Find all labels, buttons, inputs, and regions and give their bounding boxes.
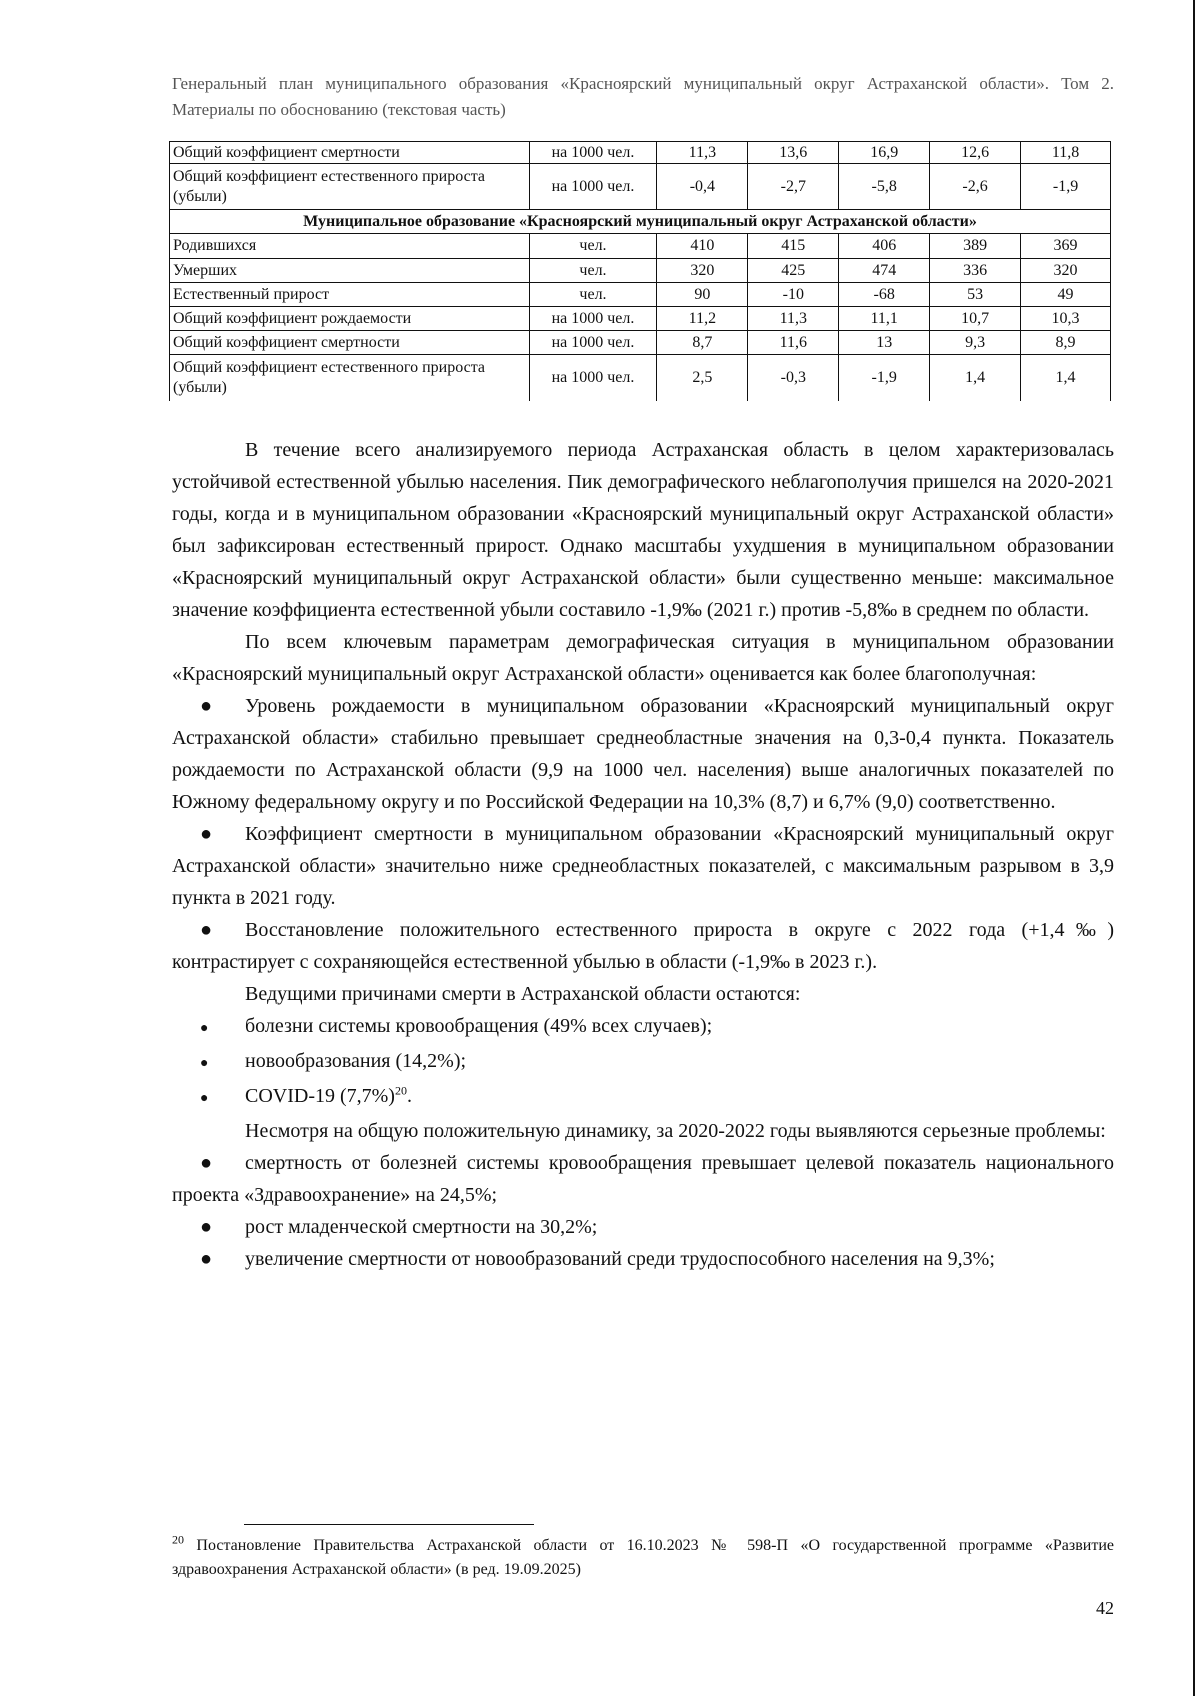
row-label: Общий коэффициент естественного прироста (убыли) [170, 164, 530, 210]
bullet-icon: ● [200, 919, 213, 941]
table-cell: 12,6 [930, 142, 1021, 164]
table-row [170, 234, 1111, 259]
list-item-text: Восстановление положительного естественного прироста в округе с 2022 года (+1,4‰) контрастирует с сохраняющейся естественной убылью в области (-1,9‰ в 2023 г.). [172, 919, 1114, 973]
paragraph: По всем ключевым параметрам демографическая ситуация в муниципальном образовании «Красноярский муниципальный округ Астраханской области» оценивается как более благополучная: [172, 631, 1114, 685]
table-cell: -1,9 [839, 355, 930, 401]
row-label: Общий коэффициент естественного прироста (убыли) [170, 355, 530, 401]
table-cell: -5,8 [839, 164, 930, 210]
table-cell: 49 [1021, 283, 1111, 307]
list-item-text: рост младенческой смертности на 30,2%; [245, 1216, 598, 1238]
list-item-text: увеличение смертности от новообразований среди трудоспособного населения на 9,3%; [245, 1248, 995, 1270]
table-cell: 415 [748, 234, 839, 259]
footnote-text: Постановление Правительства Астраханской области от 16.10.2023 № 598-П «О государственной программе «Развитие здравоохранения Астраханской области» (в ред. 19.09.2025) [172, 1537, 1114, 1578]
paragraph: В течение всего анализируемого периода Астраханская область в целом характеризовалась устойчивой естественной убылью населения. Пик демографического неблагополучия пришелся на 2020-2021 годы, когда и в муниципальном образовании «Красноярский муниципальный округ Астраханской области» был зафиксирован естественный прирост. Однако масштабы ухудшения в муниципальном образовании «Красноярский муниципальный округ Астраханской области» были существенно меньше: максимальное значение коэффициента естественной убыли составило -1,9‰ (2021 г.) против -5,8‰ в среднем по области. [172, 439, 1114, 621]
row-unit: на 1000 чел. [529, 142, 657, 164]
table-cell: 410 [657, 234, 748, 259]
table-cell: 9,3 [930, 331, 1021, 355]
list-item [172, 914, 1114, 978]
table-row [170, 307, 1111, 331]
bullet-icon: ● [200, 1152, 213, 1174]
list-item [172, 1010, 1114, 1045]
paragraph: Ведущими причинами смерти в Астраханской области остаются: [245, 983, 801, 1005]
table-cell: 406 [839, 234, 930, 259]
table-cell: 53 [930, 283, 1021, 307]
list-item [172, 690, 1114, 818]
list-item [172, 1243, 1114, 1275]
bullet-icon: ● [200, 1056, 209, 1071]
list-item [172, 1147, 1114, 1211]
bullet-icon: ● [200, 1216, 213, 1238]
row-label: Естественный прирост [170, 283, 530, 307]
page-edge-line [1193, 0, 1195, 1696]
list-item [172, 818, 1114, 914]
list-item-text: Коэффициент смертности в муниципальном образовании «Красноярский муниципальный округ Астраханской области» значительно ниже среднеобластных показателей, с максимальным разрывом в 3,9 пункта в 2021 году. [172, 823, 1114, 909]
table-cell: -2,7 [748, 164, 839, 210]
bullet-icon: ● [200, 1248, 213, 1270]
table-row [170, 283, 1111, 307]
bullet-icon: ● [200, 1091, 209, 1106]
table-cell: -0,3 [748, 355, 839, 401]
table-cell: -68 [839, 283, 930, 307]
table-cell: 369 [1021, 234, 1111, 259]
table-cell: 11,2 [657, 307, 748, 331]
list-item-text: смертность от болезней системы кровообращения превышает целевой показатель национального проекта «Здравоохранение» на 24,5%; [172, 1152, 1114, 1206]
table-cell: 11,3 [748, 307, 839, 331]
footnote [172, 1534, 1114, 1582]
table-cell: 2,5 [657, 355, 748, 401]
footnote-divider [244, 1524, 534, 1525]
row-label: Общий коэффициент смертности [170, 331, 530, 355]
table-cell: 8,9 [1021, 331, 1111, 355]
list-item-text: болезни системы кровообращения (49% всех случаев); [245, 1015, 713, 1037]
bullet-icon: ● [200, 1021, 209, 1036]
table-cell: 10,3 [1021, 307, 1111, 331]
row-unit: на 1000 чел. [529, 164, 657, 210]
row-unit: на 1000 чел. [529, 331, 657, 355]
table-cell: 1,4 [930, 355, 1021, 401]
footnote-mark: 20 [172, 1532, 184, 1547]
table-cell: 1,4 [1021, 355, 1111, 401]
list-item [172, 1211, 1114, 1243]
table-row [170, 164, 1111, 210]
table-cell: 11,6 [748, 331, 839, 355]
list-item [172, 1045, 1114, 1080]
row-unit: на 1000 чел. [529, 355, 657, 401]
table-row [170, 355, 1111, 401]
list-item-text: Уровень рождаемости в муниципальном образовании «Красноярский муниципальный округ Астраханской области» стабильно превышает среднеобластные значения на 0,3-0,4 пункта. Показатель рождаемости по Астраханской области (9,9 на 1000 чел. населения) выше аналогичных показателей по Южному федеральному округу и по Российской Федерации на 10,3% (8,7) и 6,7% (9,0) соответственно. [172, 695, 1114, 813]
row-label: Умерших [170, 259, 530, 283]
table-cell: 11,3 [657, 142, 748, 164]
row-unit: чел. [529, 283, 657, 307]
table-cell: 8,7 [657, 331, 748, 355]
table-cell: 13 [839, 331, 930, 355]
row-unit: на 1000 чел. [529, 307, 657, 331]
table-cell: 11,1 [839, 307, 930, 331]
body-text [172, 434, 1114, 1275]
list-item-end: . [406, 1085, 412, 1107]
table-cell: 336 [930, 259, 1021, 283]
table-cell: 10,7 [930, 307, 1021, 331]
table-cell: 90 [657, 283, 748, 307]
bullet-icon: ● [200, 695, 213, 717]
row-label: Родившихся [170, 234, 530, 259]
page-number: 42 [1096, 1598, 1114, 1618]
row-unit: чел. [529, 259, 657, 283]
row-label: Общий коэффициент рождаемости [170, 307, 530, 331]
table-row [170, 142, 1111, 164]
table-cell: 425 [748, 259, 839, 283]
table-cell: -1,9 [1021, 164, 1111, 210]
table-cell: 474 [839, 259, 930, 283]
table-cell: -2,6 [930, 164, 1021, 210]
list-item [172, 1080, 1114, 1115]
footnote-ref[interactable]: 20 [394, 1083, 407, 1098]
table-cell: -10 [748, 283, 839, 307]
table-cell: -0,4 [657, 164, 748, 210]
table-row [170, 331, 1111, 355]
row-label: Общий коэффициент смертности [170, 142, 530, 164]
list-item-text: новообразования (14,2%); [245, 1050, 467, 1072]
table-cell: 320 [1021, 259, 1111, 283]
table-row [170, 259, 1111, 283]
table-cell: 16,9 [839, 142, 930, 164]
table-cell: 13,6 [748, 142, 839, 164]
demographic-table [169, 141, 1111, 401]
row-unit: чел. [529, 234, 657, 259]
list-item-text: COVID-19 (7,7%) [245, 1085, 395, 1107]
table-cell: 389 [930, 234, 1021, 259]
table-cell: 320 [657, 259, 748, 283]
table-section-title: Муниципальное образование «Красноярский муниципальный округ Астраханской области» [170, 210, 1111, 234]
page-header: Генеральный план муниципального образования «Красноярский муниципальный округ Астраханской области». Том 2. Материалы по обоснованию (текстовая часть) [172, 74, 1114, 119]
table-section-row [170, 210, 1111, 234]
bullet-icon: ● [200, 823, 213, 845]
table-cell: 11,8 [1021, 142, 1111, 164]
paragraph: Несмотря на общую положительную динамику, за 2020-2022 годы выявляются серьезные проблемы: [245, 1120, 1106, 1142]
